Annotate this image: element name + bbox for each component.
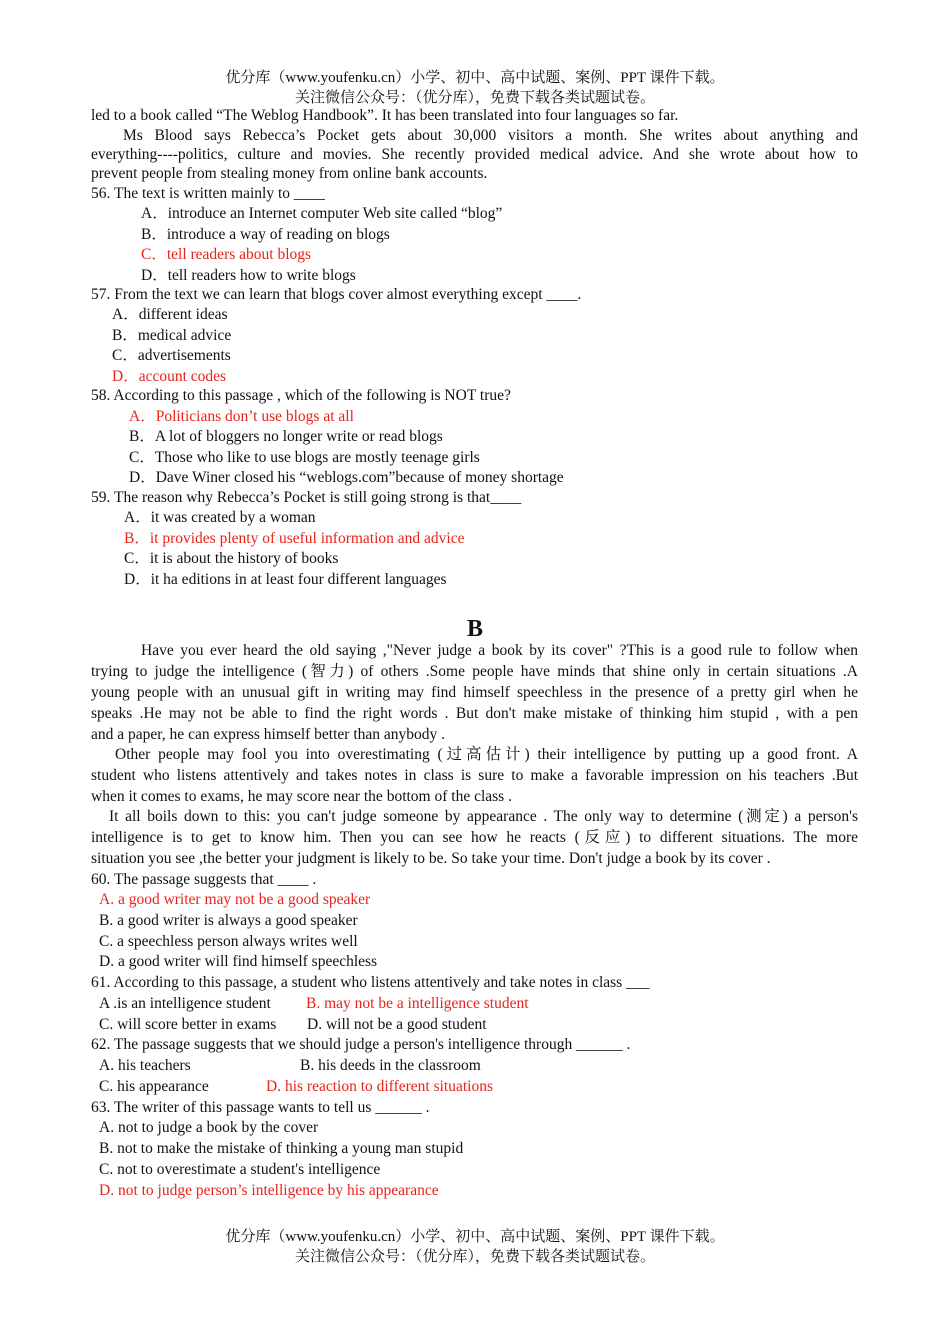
footer-line-1: 优分库（www.youfenku.cn）小学、初中、高中试题、案例、PPT 课件下载。 xyxy=(225,1229,725,1245)
passage-b-line: Have you ever heard the old saying ,"Never judge a book by its cover" ?This is a good rule to follow when xyxy=(141,642,858,659)
passage-b-line: student who listens attentively and takes notes in class is sure to make a favorable impression on his teachers .But xyxy=(91,767,858,784)
question-59-option-c: C．it is about the history of books xyxy=(124,550,339,567)
question-60-option-a-answer: A. a good writer may not be a good speaker xyxy=(99,891,371,908)
question-62-stem: 62. The passage suggests that we should judge a person's intelligence through ______ . xyxy=(91,1036,631,1053)
passage-b-line: Other people may fool you into overestimating (过高估计) their intelligence by putting up a good front. A xyxy=(115,746,858,763)
question-61-option-c: C. will score better in exams xyxy=(99,1016,277,1033)
passage-b-line: situation you see ,the better your judgment is likely to be. So take your time. Don't judge a book by its cover . xyxy=(91,850,771,867)
question-62-option-d-answer: D. his reaction to different situations xyxy=(266,1078,493,1095)
passage-b-line: young people with an unusual gift in writing may find himself speechless in the presence of a pretty girl when he xyxy=(91,684,858,701)
header-line-1: 优分库（www.youfenku.cn）小学、初中、高中试题、案例、PPT 课件下载。 xyxy=(225,70,725,86)
question-56-option-d: D．tell readers how to write blogs xyxy=(141,267,356,284)
passage-b-line: speaks .He may not be able to find the right words . But don't make mistake of thinking him stupid , with a pen xyxy=(91,705,858,722)
question-63-stem: 63. The writer of this passage wants to tell us ______ . xyxy=(91,1099,430,1116)
passage-b-line: and a paper, he can express himself better than anybody . xyxy=(91,726,446,743)
question-61-option-b-answer: B. may not be a intelligence student xyxy=(306,995,529,1012)
question-57-option-a: A．different ideas xyxy=(112,306,228,323)
question-63-option-c: C. not to overestimate a student's intelligence xyxy=(99,1161,381,1178)
question-61-stem: 61. According to this passage, a student who listens attentively and take notes in class ___ xyxy=(91,974,650,991)
question-59-option-d: D．it ha editions in at least four different languages xyxy=(124,571,447,588)
question-58-option-d: D．Dave Winer closed his “weblogs.com”because of money shortage xyxy=(129,469,564,486)
question-57-option-b: B．medical advice xyxy=(112,327,232,344)
section-b-title: B xyxy=(466,616,483,642)
passage-a-line: led to a book called “The Weblog Handbook”. It has been translated into four languages so far. xyxy=(91,107,679,124)
question-63-option-b: B. not to make the mistake of thinking a young man stupid xyxy=(99,1140,464,1157)
question-61-option-d: D. will not be a good student xyxy=(307,1016,487,1033)
question-58-option-a-answer: A．Politicians don’t use blogs at all xyxy=(129,408,354,425)
question-62-option-a: A. his teachers xyxy=(99,1057,191,1074)
question-58-option-b: B．A lot of bloggers no longer write or read blogs xyxy=(129,428,443,445)
passage-b-line: trying to judge the intelligence (智力) of others .Some people have minds that shine only in certain situations .A xyxy=(91,663,858,680)
question-58-stem: 58. According to this passage , which of the following is NOT true? xyxy=(91,387,511,404)
question-63-option-d-answer: D. not to judge person’s intelligence by his appearance xyxy=(99,1182,439,1199)
passage-a-line: everything----politics, culture and movies. She recently provided medical advice. And she wrote about how to xyxy=(91,146,858,163)
question-56-option-b: B．introduce a way of reading on blogs xyxy=(141,226,390,243)
question-60-option-c: C. a speechless person always writes well xyxy=(99,933,358,950)
question-61-option-a: A .is an intelligence student xyxy=(99,995,271,1012)
question-60-option-d: D. a good writer will find himself speechless xyxy=(99,953,378,970)
question-58-option-c: C．Those who like to use blogs are mostly teenage girls xyxy=(129,449,480,466)
question-59-stem: 59. The reason why Rebecca’s Pocket is still going strong is that____ xyxy=(91,489,522,506)
question-62-option-c: C. his appearance xyxy=(99,1078,209,1095)
passage-b-line: when it comes to exams, he may score near the bottom of the class . xyxy=(91,788,512,805)
question-60-option-b: B. a good writer is always a good speaker xyxy=(99,912,358,929)
question-57-option-d-answer: D．account codes xyxy=(112,368,227,385)
passage-b-line: It all boils down to this: you can't judge someone by appearance . The only way to determine (测定) a person's xyxy=(109,808,858,825)
question-56-option-a: A．introduce an Internet computer Web site called “blog” xyxy=(141,205,503,222)
passage-b-line: intelligence is to get to know him. Then you can see how he reacts (反应) to different situations. The more xyxy=(91,829,858,846)
question-62-option-b: B. his deeds in the classroom xyxy=(300,1057,481,1074)
question-57-stem: 57. From the text we can learn that blogs cover almost everything except ____. xyxy=(91,286,582,303)
header-line-2: 关注微信公众号：（优分库），免费下载各类试题试卷。 xyxy=(294,90,655,106)
question-60-stem: 60. The passage suggests that ____ . xyxy=(91,871,317,888)
question-59-option-a: A．it was created by a woman xyxy=(124,509,316,526)
passage-a-line: prevent people from stealing money from online bank accounts. xyxy=(91,165,488,182)
passage-a-line: Ms Blood says Rebecca’s Pocket gets about 30,000 visitors a month. She writes about anything and xyxy=(123,127,858,144)
question-63-option-a: A. not to judge a book by the cover xyxy=(99,1119,319,1136)
question-59-option-b-answer: B．it provides plenty of useful information and advice xyxy=(124,530,465,547)
question-57-option-c: C．advertisements xyxy=(112,347,231,364)
footer-line-2: 关注微信公众号：（优分库），免费下载各类试题试卷。 xyxy=(294,1249,655,1265)
question-56-option-c-answer: C．tell readers about blogs xyxy=(141,246,312,263)
question-56-stem: 56. The text is written mainly to ____ xyxy=(91,185,325,202)
